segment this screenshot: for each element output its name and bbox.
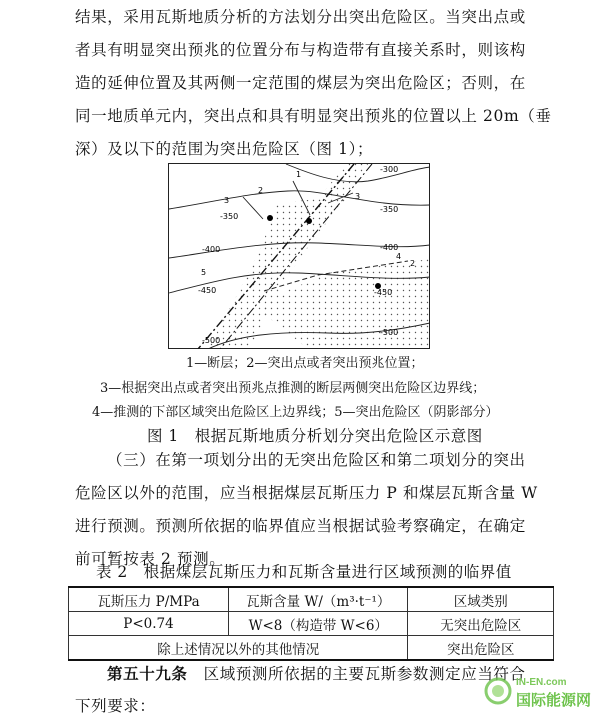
table-title: 表 2 根据煤层瓦斯压力和瓦斯含量进行区域预测的临界值	[96, 563, 512, 581]
marker-number: 3	[355, 192, 361, 201]
table-header: 瓦斯压力 P/MPa	[69, 587, 229, 612]
figure-legend-line: 4—推测的下部区域突出危险区上边界线；5—突出危险区（阴影部分）	[92, 405, 499, 420]
table-cell: 突出危险区	[408, 636, 554, 661]
figure-1-diagram	[168, 163, 430, 349]
figure-legend-line: 1—断层；2—突出点或者突出预兆位置；	[186, 356, 424, 371]
text-line: 同一地质单元内，突出点和具有明显突出预兆的位置以上 20m（垂	[75, 107, 552, 125]
marker-number: 2	[258, 186, 264, 195]
in-en-logo-watermark	[484, 669, 594, 713]
contour-label: -450	[198, 286, 217, 295]
article-59	[75, 657, 540, 723]
table-cell: 除上述情况以外的其他情况	[69, 636, 408, 661]
text-line: 危险区以外的范围，应当根据煤层瓦斯压力 P 和煤层瓦斯含量 W	[75, 484, 538, 502]
text-line: 造的延伸位置及其两侧一定范围的煤层为突出危险区；否则，在	[75, 74, 526, 92]
paragraph-2	[75, 444, 540, 576]
article-text: 区域预测所依据的主要瓦斯参数测定应当符合	[187, 665, 526, 683]
text-line: 前可暂按表 2 预测。	[75, 550, 226, 568]
contour-label: -400	[380, 243, 399, 252]
text-line	[75, 657, 540, 690]
contour-label: -350	[380, 205, 399, 214]
table-row	[69, 612, 554, 636]
text-line: 下列要求：	[75, 697, 156, 715]
marker-number: 3	[224, 196, 230, 205]
contour-label: -350	[220, 212, 239, 221]
table-header: 区域类别	[408, 587, 554, 612]
table-cell: P<0.74	[69, 612, 229, 636]
contour-label: -300	[380, 165, 399, 174]
marker-number: 5	[201, 268, 207, 277]
marker-number: 4	[396, 252, 402, 261]
text-line: 深）及以下的范围为突出危险区（图 1）；	[75, 140, 374, 158]
contour-label: -400	[202, 245, 221, 254]
table-header-row	[69, 587, 554, 612]
contour-label: -500	[202, 336, 221, 345]
text-line: 进行预测。预测所依据的临界值应当根据试验考察确定，在确定	[75, 517, 526, 535]
text-line: （三）在第一项划分出的无突出危险区和第二项划分的突出	[107, 451, 526, 469]
outburst-point	[306, 218, 312, 224]
watermark-url: IN-EN.com	[516, 677, 567, 688]
figure-legend-line: 3—根据突出点或者突出预兆点推测的断层两侧突出危险区边界线；	[100, 381, 486, 396]
contour-label: -450	[374, 288, 393, 297]
article-number: 第五十九条	[107, 664, 188, 683]
table-cell: W<8（构造带 W<6）	[229, 612, 408, 636]
text-line: 者具有明显突出预兆的位置分布与构造带有直接关系时，则该构	[75, 41, 526, 59]
critical-value-table	[68, 586, 554, 661]
marker-number: 2	[410, 259, 416, 268]
watermark-name: 国际能源网	[516, 691, 592, 709]
table-cell: 无突出危险区	[408, 612, 554, 636]
text-line: 结果，采用瓦斯地质分析的方法划分出突出危险区。当突出点或	[75, 8, 526, 26]
figure-caption: 图 1 根据瓦斯地质分析划分突出危险区示意图	[147, 427, 483, 445]
marker-number: 1	[296, 170, 302, 179]
contour-label: -500	[380, 328, 399, 337]
outburst-point	[267, 215, 273, 221]
table-header: 瓦斯含量 W/（m³·t⁻¹）	[229, 587, 408, 612]
intro-paragraph	[75, 1, 552, 166]
